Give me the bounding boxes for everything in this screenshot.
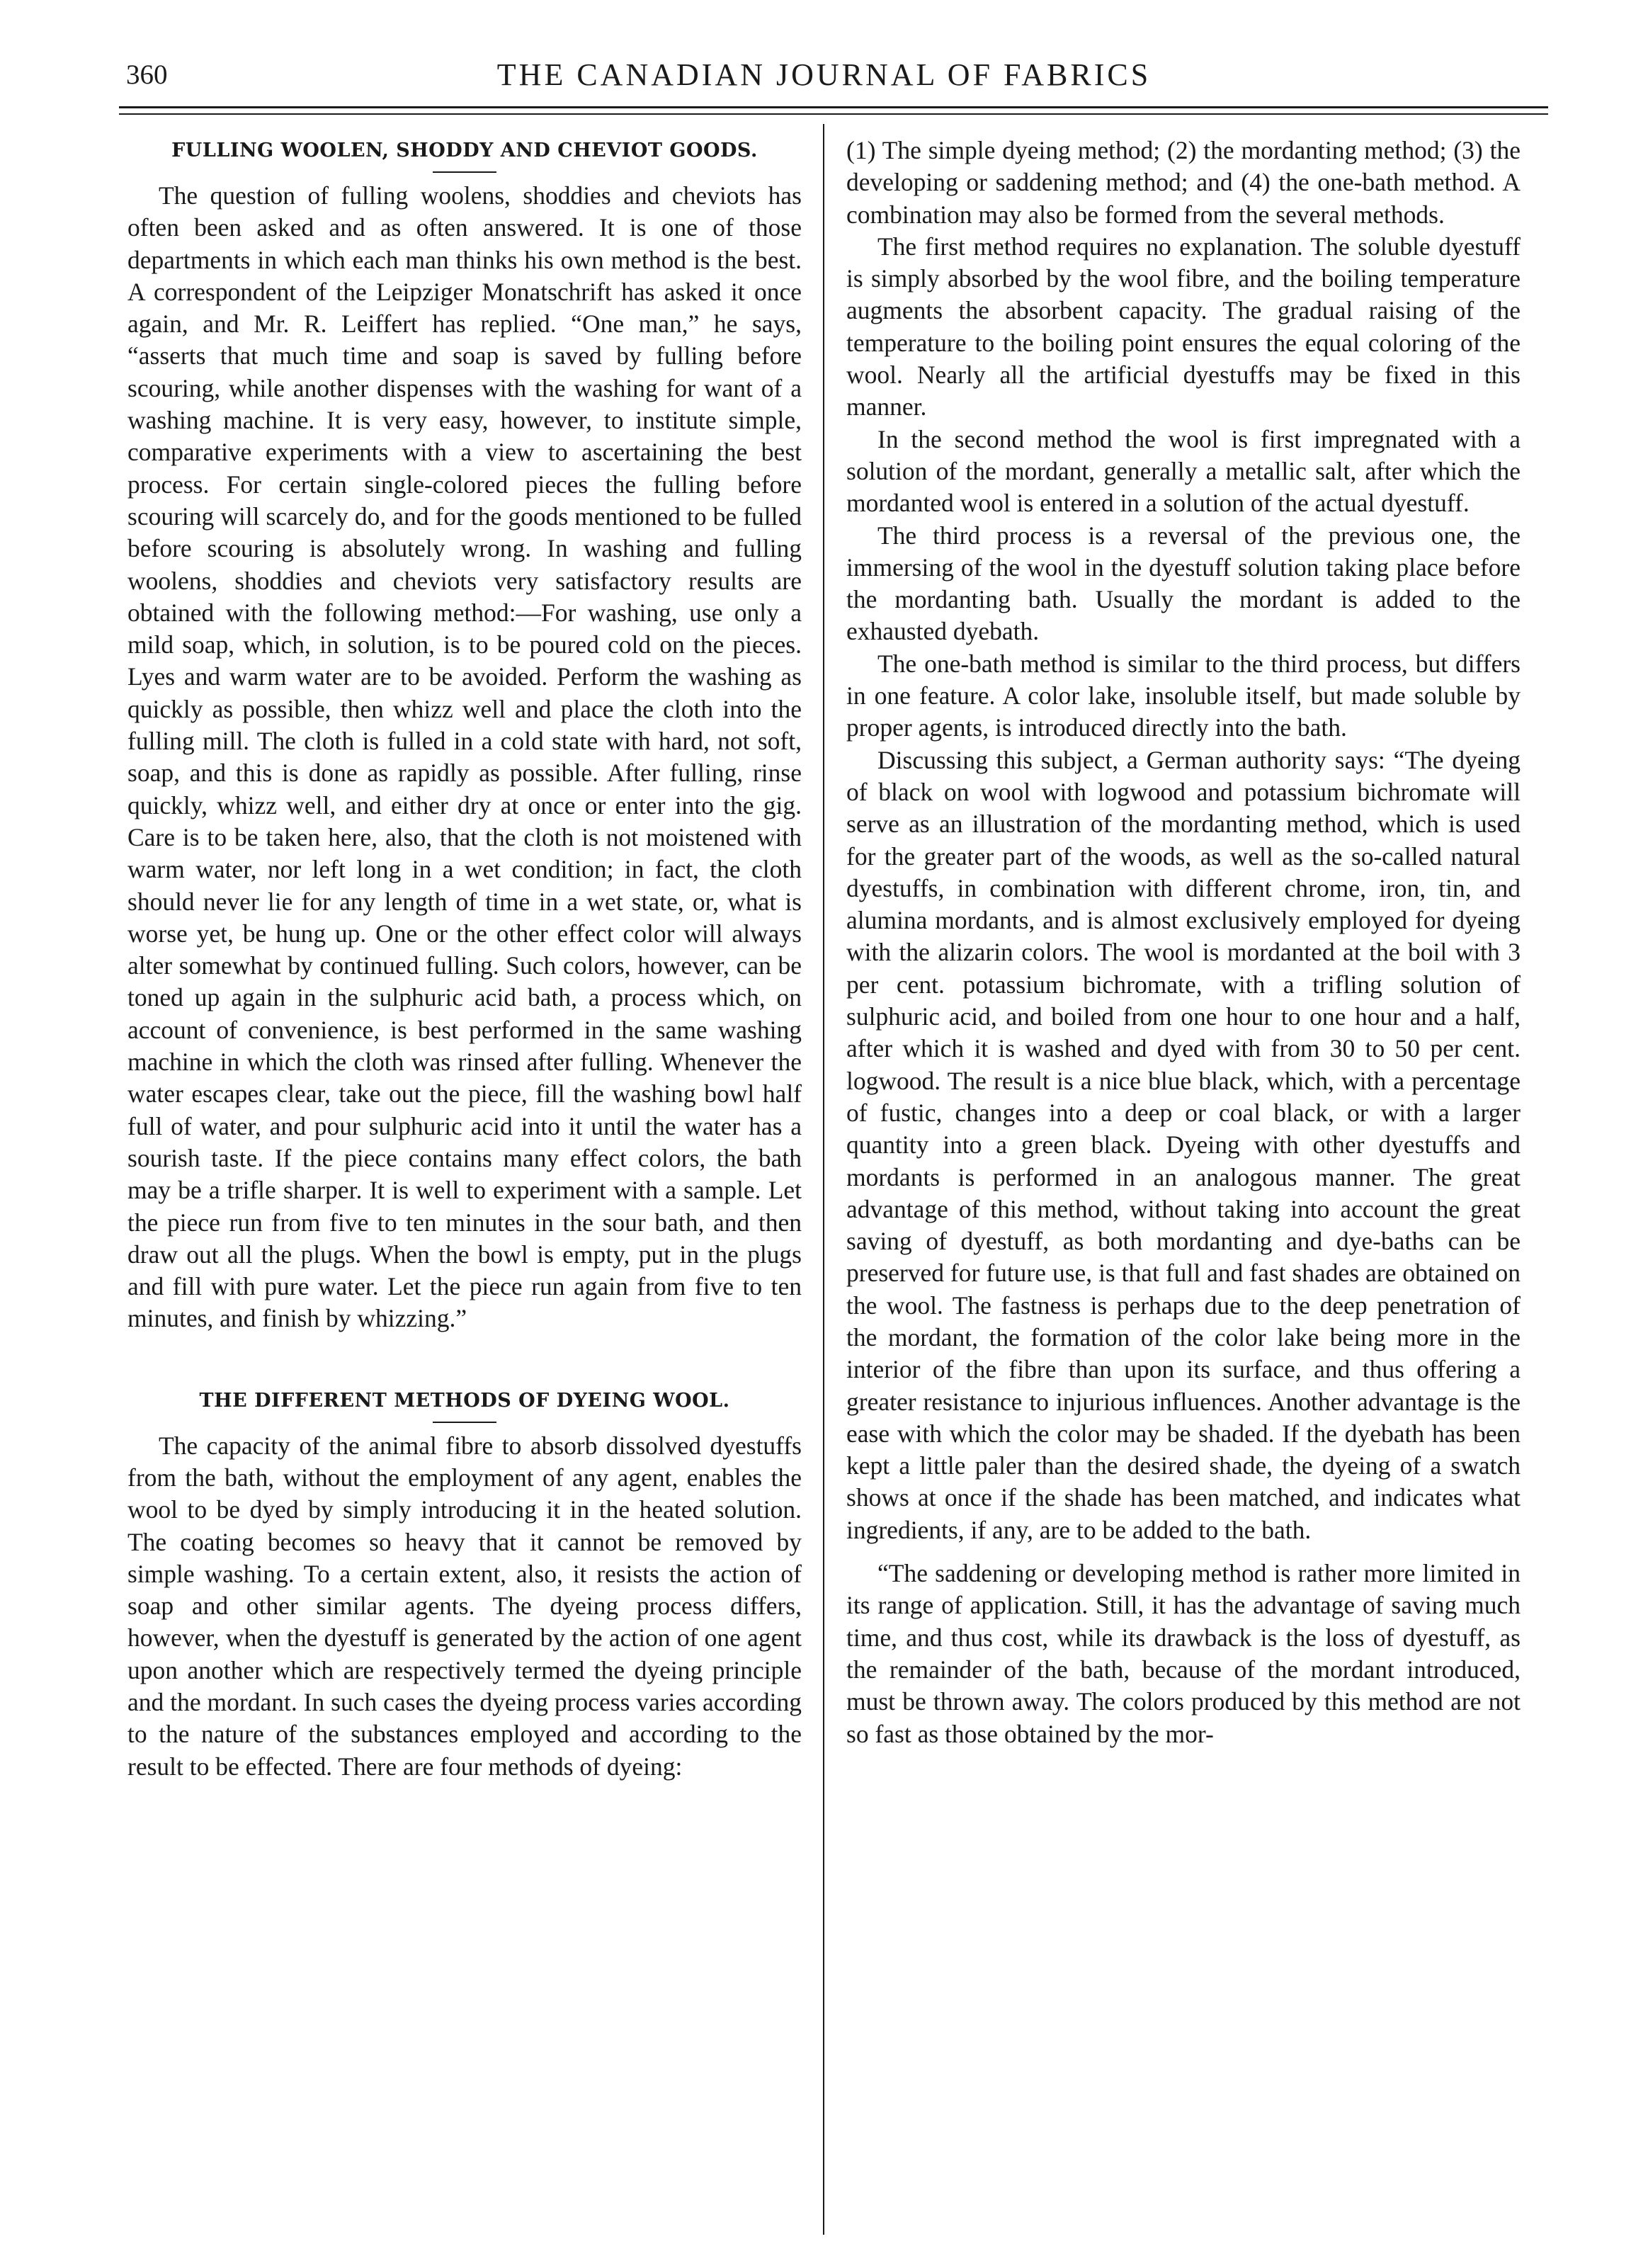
article-paragraph: (1) The simple dyeing method; (2) the mordanting method; (3) the developing or saddening method; and (4) the one-bath method. A combination may also be formed from the several methods. (846, 136, 1521, 229)
title-underline (433, 1422, 496, 1423)
right-column (846, 135, 1521, 1750)
header-rule-bottom (119, 113, 1548, 115)
article-paragraph: In the second method the wool is first impregnated with a solution of the mordant, generally a metallic salt, after which the mordanted wool is entered in a solution of the actual dyestuff. (846, 424, 1521, 518)
page-number: 360 (126, 59, 168, 90)
article-paragraph: The capacity of the animal fibre to absorb dissolved dyestuffs from the bath, without the employment of any agent, enables the wool to be dyed by simply introducing it in the heated solution. The coating becomes so heavy that it cannot be removed by simple washing. To a certain extent, also, it resists the action of soap and other similar agents. The dyeing process differs, however, when the dyestuff is generated by the action of one agent upon another which are respectively termed the dyeing principle and the mordant. In such cases the dyeing process varies according to the nature of the substances employed and according to the result to be effected. There are four methods of dyeing: (127, 1431, 802, 1781)
article-paragraph: “The saddening or developing method is rather more limited in its range of application. Still, it has the advantage of saving much time, and thus cost, while its drawback is the loss of dyestuff, as the remainder of the bath, because of the mordant introduced, must be thrown away. The colors produced by this method are not so fast as those obtained by the mor- (846, 1559, 1521, 1748)
article-title-dyeing: THE DIFFERENT METHODS OF DYEING WOOL. (199, 1389, 730, 1412)
article-paragraph: Discussing this subject, a German authority says: “The dyeing of black on wool with logwood and potassium bichromate will serve as an illustration of the mordanting method, which is used for the greater part of the woods, as well as the so-called natural dyestuffs, in combination with different chrome, iron, tin, and alumina mordants, and is almost exclusively employed for dyeing with the alizarin colors. The wool is mordanted at the boil with 3 per cent. potassium bichromate, with a trifling solution of sulphuric acid, and boiled from one hour to one hour and a half, after which it is washed and dyed with from 30 to 50 per cent. logwood. The result is a nice blue black, which, with a percentage of fustic, changes into a deep or coal black, or with a larger quantity into a green black. Dyeing with other dyestuffs and mordants is performed in an analogous manner. The great advantage of this method, without taking into account the great saving of dyestuff, as both mordanting and dye-baths can be preserved for future use, is that full and fast shades are obtained on the wool. The fastness is perhaps due to the deep penetration of the mordant, the formation of the color lake being more in the interior of the fibre than upon its surface, and thus offering a greater resistance to injurious influences. Another advantage is the ease with which the color may be shaded. If the dyebath has been kept a little paler than the desired shade, the dyeing of a swatch shows at once if the shade has been matched, and indicates what ingredients, if any, are to be added to the bath. (846, 745, 1521, 1544)
article-paragraph: The question of fulling woolens, shoddies and cheviots has often been asked and as often answered. It is one of those departments in which each man thinks his own method is the best. A correspondent of the Leipziger Monatschrift has asked it once again, and Mr. R. Leiffert has replied. “One man,” he says, “asserts that much time and soap is saved by fulling before scouring, while another dispenses with the washing for want of a washing machine. It is very easy, however, to institute simple, comparative experiments with a view to ascertaining the best process. For certain single-colored pieces the fulling before scouring will scarcely do, and for the goods mentioned to be fulled before scouring is absolutely wrong. In washing and fulling woolens, shoddies and cheviots very satisfactory results are obtained with the following method:—For washing, use only a mild soap, which, in solution, is to be poured cold on the pieces. Lyes and warm water are to be avoided. Perform the washing as quickly as possible, then whizz well and place the cloth into the fulling mill. The cloth is fulled in a cold state with hard, not soft, soap, and this is done as rapidly as possible. After fulling, rinse quickly, whizz well, and either dry at once or enter into the gig. Care is to be taken here, also, that the cloth is not moistened with warm water, nor left long in a wet condition; in fact, the cloth should never lie for any length of time in a wet state, or, what is worse yet, be hung up. One or the other effect color will always alter somewhat by continued fulling. Such colors, however, can be toned up again in the sulphuric acid bath, a process which, on account of convenience, is best performed in the same washing machine in which the cloth was rinsed after fulling. Whenever the water escapes clear, take out the piece, fill the washing bowl half full of water, and pour sulphuric acid into it until the water has a sourish taste. If the piece contains many effect colors, the bath may be a trifle sharper. It is well to experiment with a sample. Let the piece run from five to ten minutes in the sour bath, and then draw out all the plugs. When the bowl is empty, put in the plugs and fill with pure water. Let the piece run again from five to ten minutes, and finish by whizzing.” (127, 181, 802, 1333)
article-paragraph: The third process is a reversal of the previous one, the immersing of the wool in the dyestuff solution taking place before the mordanting bath. Usually the mordant is added to the exhausted dyebath. (846, 521, 1521, 646)
header-rule-top (119, 106, 1548, 108)
title-underline (433, 171, 496, 173)
article-paragraph: The one-bath method is similar to the third process, but differs in one feature. A color lake, insoluble itself, but made soluble by proper agents, is introduced directly into the bath. (846, 649, 1521, 742)
journal-title: THE CANADIAN JOURNAL OF FABRICS (496, 57, 1152, 92)
article-paragraph: The first method requires no explanation. The soluble dyestuff is simply absorbed by the wool fibre, and the boiling temperature augments the absorbent capacity. The gradual raising of the temperature to the boiling point ensures the equal coloring of the wool. Nearly all the artificial dyestuffs may be fixed in this manner. (846, 232, 1521, 421)
left-column (127, 135, 802, 1783)
article-title-fulling: FULLING WOOLEN, SHODDY AND CHEVIOT GOODS. (171, 140, 758, 161)
column-divider (823, 124, 824, 2235)
